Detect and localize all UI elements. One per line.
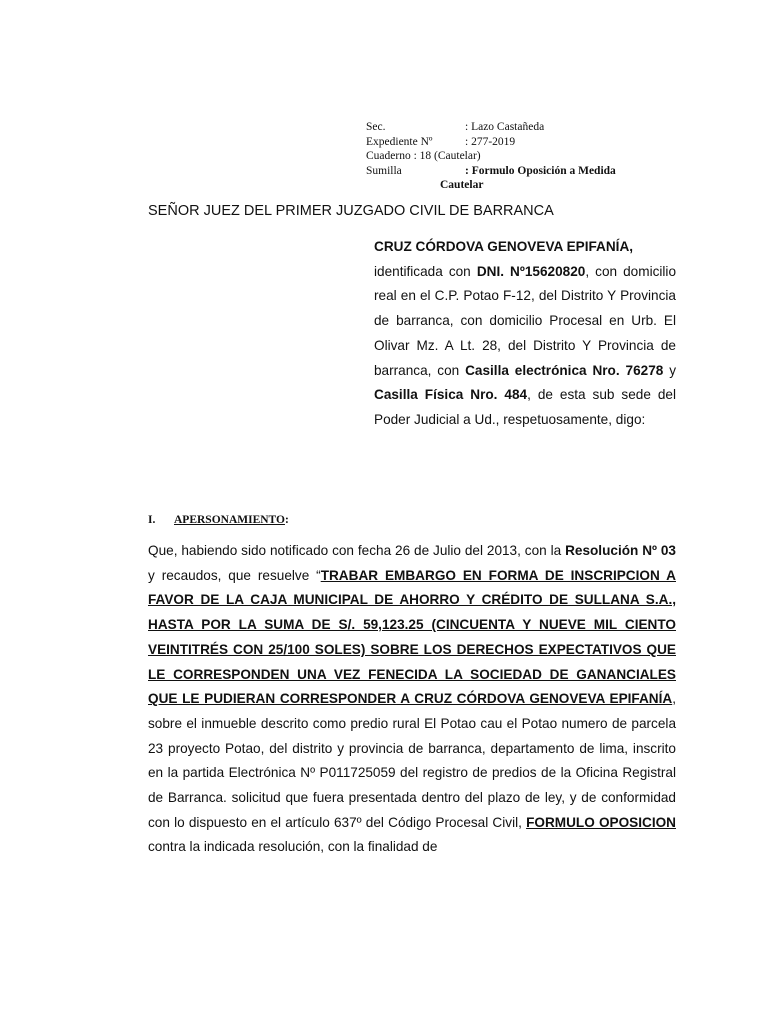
- body-text-4: contra la indicada resolución, con la finalidad de: [148, 839, 438, 855]
- party-name: CRUZ CÓRDOVA GENOVEVA EPIFANÍA,: [374, 239, 634, 254]
- section-heading: [148, 514, 448, 526]
- cuaderno-text: Cuaderno : 18 (Cautelar): [366, 150, 481, 162]
- section-number: I.: [148, 514, 156, 526]
- sec-label: Sec.: [366, 121, 386, 133]
- section-title: APERSONAMIENTO: [174, 514, 285, 526]
- body-text-2: y recaudos, que resuelve “: [148, 567, 321, 583]
- section-title-colon: :: [284, 514, 289, 526]
- sumilla-row: [366, 164, 666, 179]
- party-text-4: , de esta sub sede del Poder Judicial a Ud., respetuosamente, digo:: [374, 387, 676, 427]
- section-body: [148, 539, 676, 860]
- party-dni: DNI. Nº15620820: [476, 263, 586, 279]
- oposicion-statement: FORMULO OPOSICION: [526, 814, 676, 830]
- party-casilla-electronica: Casilla electrónica Nro. 76278: [465, 362, 664, 378]
- party-text-3: y: [669, 362, 676, 378]
- cuaderno-row: [366, 149, 666, 164]
- body-text-1: Que, habiendo sido notificado con fecha 26 de Julio del 2013, con la: [148, 543, 562, 558]
- sec-row: [366, 120, 666, 135]
- party-text-2: , con domicilio real en el C.P. Potao F-12, del Distrito Y Provincia de barranca, con domicilio Procesal en Urb. El Olivar Mz. A Lt. 28, del Distrito Y Provincia de barranca, con: [374, 263, 677, 378]
- sec-value: : Lazo Castañeda: [465, 121, 545, 133]
- body-text-3: , sobre el inmueble descrito como predio rural El Potao cau el Potao numero de parcela 23 proyecto Potao, del distrito y provincia de barranca, departamento de lima, inscrito en la partida Electrónica Nº P011725059 del registro de predios de la Oficina Registral de Barranca. solicitud que fuera presentada dentro del plazo de ley, y de conformidad con lo dispuesto en el artículo 637º del Código Procesal Civil,: [148, 691, 676, 830]
- party-casilla-fisica: Casilla Física Nro. 484: [374, 387, 528, 403]
- embargo-quote: TRABAR EMBARGO EN FORMA DE INSCRIPCION A FAVOR DE LA CAJA MUNICIPAL DE AHORRO Y CRÉDITO DE SULLANA S.A., HASTA POR LA SUMA DE S/. 59,123.25 (CINCUENTA Y NUEVE MIL CIENTO VEINTITRÉS CON 25/100 SOLES) SOBRE LOS DERECHOS EXPECTATIVOS QUE LE CORRESPONDEN UNA VEZ FENECIDA LA SOCIEDAD DE GANANCIALES QUE LE PUDIERAN CORRESPONDER A CRUZ CÓRDOVA GENOVEVA EPIFANÍA: [148, 567, 676, 707]
- sumilla-value-continued: Cautelar: [440, 179, 484, 191]
- party-name-line: [374, 235, 676, 260]
- expediente-label: Expediente Nº: [366, 135, 433, 148]
- party-identification: [374, 235, 676, 433]
- party-text-1: identificada con: [374, 263, 471, 279]
- case-header: [366, 120, 666, 193]
- sumilla-label: Sumilla: [366, 164, 402, 177]
- expediente-row: [366, 135, 666, 150]
- expediente-value: : 277-2019: [465, 135, 516, 148]
- court-addressee-title: SEÑOR JUEZ DEL PRIMER JUZGADO CIVIL DE BARRANCA: [148, 203, 554, 219]
- resolucion-reference: Resolución Nº 03: [565, 543, 676, 558]
- body-paragraph: [148, 539, 676, 860]
- sumilla-value: : Formulo Oposición a Medida: [465, 164, 616, 177]
- party-details: [374, 260, 676, 433]
